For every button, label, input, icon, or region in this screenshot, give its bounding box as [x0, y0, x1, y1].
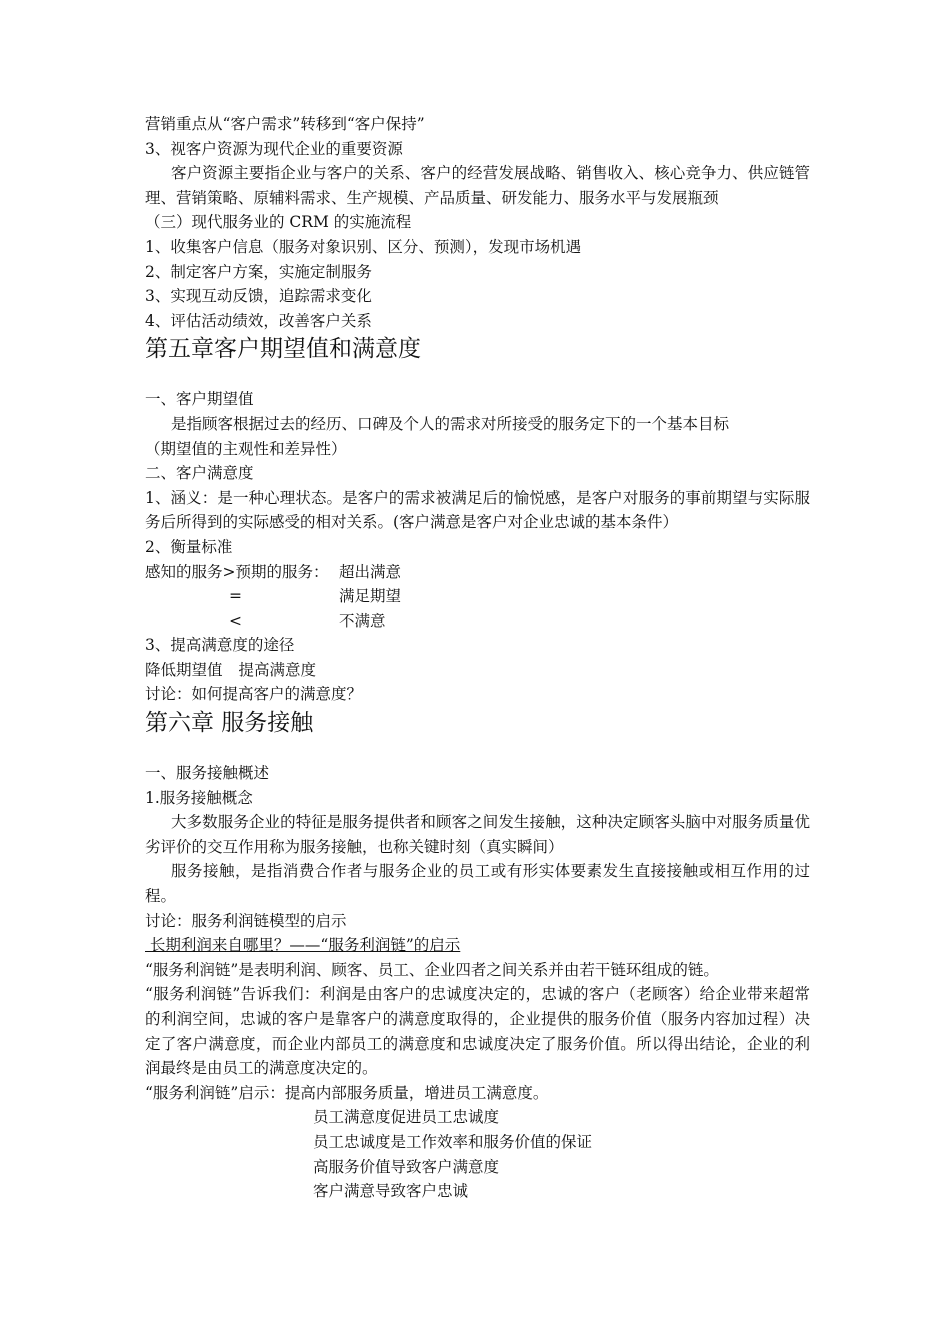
crm-step: 1、收集客户信息（服务对象识别、区分、预测），发现市场机遇: [145, 237, 582, 256]
insight-point: 高服务价值导致客户满意度: [313, 1157, 500, 1176]
less-than-symbol: <: [229, 611, 242, 630]
compare-result: 超出满意: [339, 562, 402, 581]
compare-result: 不满意: [339, 611, 386, 630]
profit-chain-discussion: 讨论：服务利润链模型的启示: [145, 911, 347, 930]
expectation-definition: 是指顾客根据过去的经历、口碑及个人的需求对所接受的服务定下的一个基本目标: [171, 414, 730, 433]
document-page: [145, 112, 810, 1204]
crm-step: 2、制定客户方案，实施定制服务: [145, 262, 372, 281]
compare-label: 感知的服务>预期的服务：: [145, 562, 329, 581]
crm-step: 3、实现互动反馈，追踪需求变化: [145, 287, 372, 306]
encounter-overview-heading: 一、服务接触概述: [145, 764, 270, 783]
underlined-question: 长期利润来自哪里？——“服务利润链”的启示: [145, 936, 461, 955]
encounter-concept-heading: 1.服务接触概念: [145, 788, 253, 807]
compare-row-1: [145, 560, 810, 585]
satisfaction-heading: 二、客户满意度: [145, 464, 254, 483]
encounter-paragraph-2: 服务接触，是指消费合作者与服务企业的员工或有形实体要素发生直接接触或相互作用的过程。: [145, 862, 810, 906]
improve-way: 提高满意度: [238, 660, 317, 679]
compare-row-3: [145, 609, 810, 634]
improve-ways: [145, 658, 810, 683]
profit-chain-insight: “服务利润链”启示：提高内部服务质量，增进员工满意度。: [145, 1083, 549, 1102]
equal-symbol: =: [229, 587, 242, 606]
improve-heading: 3、提高满意度的途径: [145, 636, 295, 655]
chapter-6-title: 第六章 服务接触: [145, 710, 314, 737]
marketing-focus-line: 营销重点从“客户需求”转移到“客户保持”: [145, 115, 425, 133]
customer-resource-paragraph: 客户资源主要指企业与客户的关系、客户的经营发展战略、销售收入、核心竞争力、供应链管理、营销策略、原辅料需求、生产规模、产品质量、研发能力、服务水平与发展瓶颈: [145, 164, 810, 207]
compare-result: 满足期望: [339, 587, 402, 606]
compare-row-2: [145, 584, 810, 609]
expectation-heading: 一、客户期望值: [145, 390, 254, 409]
measure-heading: 2、衡量标准: [145, 537, 233, 556]
customer-resource-heading: 3、视客户资源为现代企业的重要资源: [145, 139, 403, 158]
improve-way: 降低期望值: [145, 660, 223, 679]
crm-step: 4、评估活动绩效，改善客户关系: [145, 311, 372, 330]
expectation-note: （期望值的主观性和差异性）: [145, 439, 347, 458]
encounter-paragraph-1: 大多数服务企业的特征是服务提供者和顾客之间发生接触，这种决定顾客头脑中对服务质量优劣评价的交互作用称为服务接触，也称关键时刻（真实瞬间）: [145, 813, 810, 856]
insight-point: 员工忠诚度是工作效率和服务价值的保证: [313, 1132, 593, 1151]
insight-point: 员工满意度促进员工忠诚度: [313, 1108, 500, 1127]
crm-process-heading: （三）现代服务业的 CRM 的实施流程: [145, 213, 412, 232]
satisfaction-discussion: 讨论：如何提高客户的满意度？: [145, 685, 363, 704]
satisfaction-meaning: 1、涵义：是一种心理状态。是客户的需求被满足后的愉悦感，是客户对服务的事前期望与实际服务后所得到的实际感受的相对关系。(客户满意是客户对企业忠诚的基本条件）: [145, 488, 810, 532]
insight-point: 客户满意导致客户忠诚: [313, 1182, 469, 1201]
profit-chain-explanation: “服务利润链”告诉我们：利润是由客户的忠诚度决定的，忠诚的客户（老顾客）给企业带来超常的利润空间，忠诚的客户是靠客户的满意度取得的，企业提供的服务价值（服务内容加过程）决定了客户满意度，而企业内部员工的满意度和忠诚度决定了服务价值。所以得出结论，企业的利润最终是由员工的满意度决定的。: [145, 985, 810, 1078]
profit-chain-definition: “服务利润链”是表明利润、顾客、员工、企业四者之间关系并由若干链环组成的链。: [145, 960, 719, 979]
chapter-5-title: 第五章客户期望值和满意度: [145, 336, 421, 363]
